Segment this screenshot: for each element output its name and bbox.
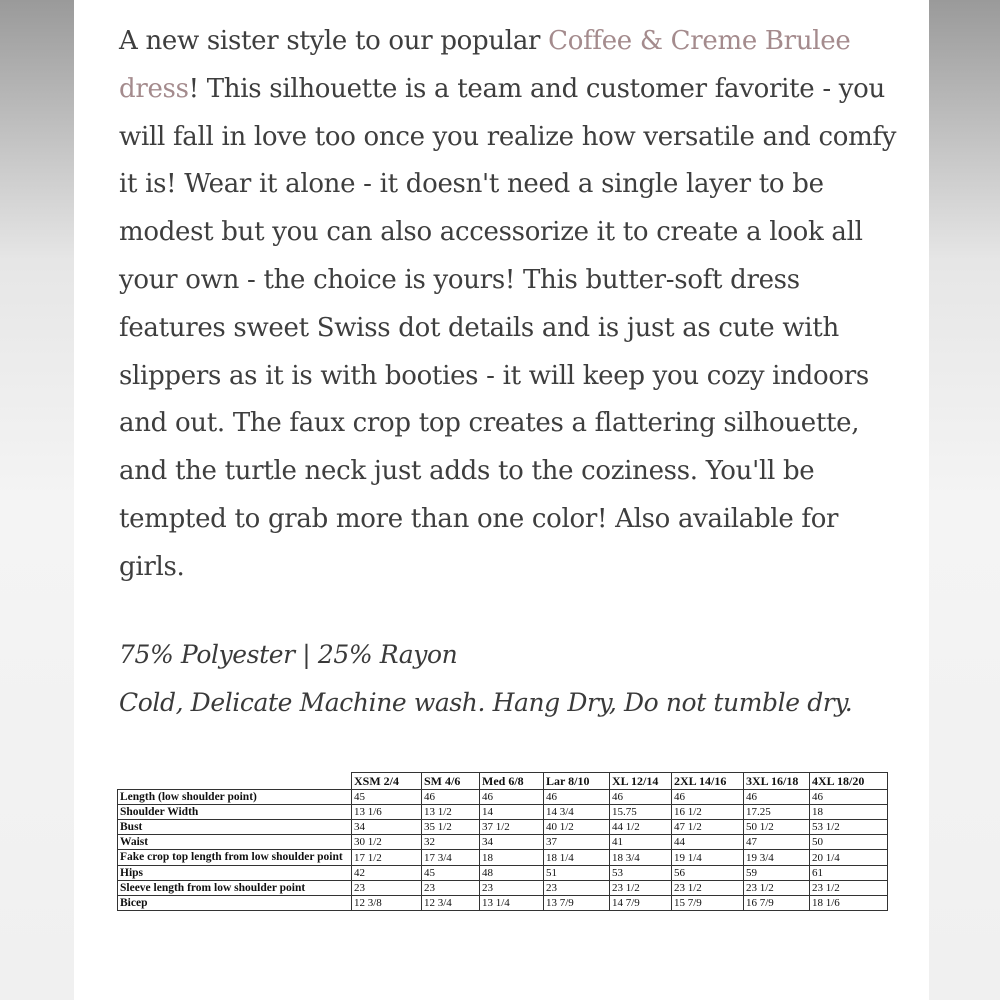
measurement-value: 35 1/2 xyxy=(422,820,480,835)
size-chart-row xyxy=(118,805,888,820)
measurement-label: Bicep xyxy=(118,896,352,911)
measurement-label: Waist xyxy=(118,835,352,850)
product-description-card xyxy=(74,0,929,1000)
measurement-value: 61 xyxy=(810,866,888,881)
measurement-value: 23 xyxy=(352,881,422,896)
material-composition: 75% Polyester | 25% Rayon xyxy=(119,640,458,669)
measurement-value: 20 1/4 xyxy=(810,850,888,866)
measurement-value: 34 xyxy=(480,835,544,850)
measurement-value: 23 xyxy=(480,881,544,896)
measurement-value: 50 xyxy=(810,835,888,850)
measurement-value: 44 1/2 xyxy=(610,820,672,835)
measurement-value: 34 xyxy=(352,820,422,835)
measurement-value: 23 xyxy=(422,881,480,896)
measurement-label: Bust xyxy=(118,820,352,835)
size-chart-row xyxy=(118,820,888,835)
care-instructions: Cold, Delicate Machine wash. Hang Dry, Do not tumble dry. xyxy=(119,688,853,717)
size-chart-row xyxy=(118,790,888,805)
measurement-value: 53 1/2 xyxy=(810,820,888,835)
measurement-value: 12 3/8 xyxy=(352,896,422,911)
measurement-value: 15 7/9 xyxy=(672,896,744,911)
product-description xyxy=(119,18,909,592)
coffee-creme-brulee-dress-link[interactable]: Coffee & Creme Brulee dress xyxy=(119,26,851,104)
measurement-value: 23 1/2 xyxy=(672,881,744,896)
size-chart-row xyxy=(118,896,888,911)
measurement-value: 14 3/4 xyxy=(544,805,610,820)
size-column-header: SM 4/6 xyxy=(422,773,480,790)
size-column-header: Med 6/8 xyxy=(480,773,544,790)
measurement-value: 17 3/4 xyxy=(422,850,480,866)
size-column-header: 3XL 16/18 xyxy=(744,773,810,790)
measurement-value: 14 7/9 xyxy=(610,896,672,911)
measurement-value: 18 xyxy=(480,850,544,866)
size-chart-row xyxy=(118,835,888,850)
measurement-value: 13 1/6 xyxy=(352,805,422,820)
description-intro: A new sister style to our popular xyxy=(119,26,549,56)
measurement-value: 18 1/6 xyxy=(810,896,888,911)
measurement-value: 42 xyxy=(352,866,422,881)
size-chart-header-row xyxy=(118,773,888,790)
measurement-value: 17.25 xyxy=(744,805,810,820)
size-column-header: 4XL 18/20 xyxy=(810,773,888,790)
measurement-value: 47 xyxy=(744,835,810,850)
measurement-value: 46 xyxy=(480,790,544,805)
size-chart-corner xyxy=(118,773,352,790)
measurement-label: Length (low shoulder point) xyxy=(118,790,352,805)
size-chart-table xyxy=(117,772,888,911)
measurement-value: 17 1/2 xyxy=(352,850,422,866)
measurement-value: 18 3/4 xyxy=(610,850,672,866)
measurement-value: 13 1/4 xyxy=(480,896,544,911)
measurement-value: 13 7/9 xyxy=(544,896,610,911)
measurement-value: 23 xyxy=(544,881,610,896)
size-column-header: 2XL 14/16 xyxy=(672,773,744,790)
size-column-header: XSM 2/4 xyxy=(352,773,422,790)
measurement-value: 59 xyxy=(744,866,810,881)
measurement-label: Shoulder Width xyxy=(118,805,352,820)
measurement-value: 46 xyxy=(610,790,672,805)
size-column-header: Lar 8/10 xyxy=(544,773,610,790)
measurement-value: 19 3/4 xyxy=(744,850,810,866)
measurement-value: 46 xyxy=(810,790,888,805)
measurement-value: 16 1/2 xyxy=(672,805,744,820)
measurement-label: Fake crop top length from low shoulder point xyxy=(118,850,352,866)
measurement-value: 46 xyxy=(544,790,610,805)
measurement-value: 51 xyxy=(544,866,610,881)
size-column-header: XL 12/14 xyxy=(610,773,672,790)
measurement-value: 23 1/2 xyxy=(744,881,810,896)
measurement-value: 12 3/4 xyxy=(422,896,480,911)
measurement-value: 19 1/4 xyxy=(672,850,744,866)
measurement-value: 18 xyxy=(810,805,888,820)
measurement-value: 23 1/2 xyxy=(610,881,672,896)
measurement-value: 18 1/4 xyxy=(544,850,610,866)
size-chart-row xyxy=(118,866,888,881)
measurement-value: 46 xyxy=(672,790,744,805)
description-body: ! This silhouette is a team and customer favorite - you will fall in love too once you realize how versatile and comfy it is! Wear it alone - it doesn't need a single layer to be modest but you can also accessorize it to create a look all your own - the choice is yours! This butter-soft dress features sweet Swiss dot details and is just as cute with slippers as it is with booties - it will keep you cozy indoors and out. The faux crop top creates a flattering silhouette, and the turtle neck just adds to the coziness. You'll be tempted to grab more than one color! Also available for girls. xyxy=(119,73,897,582)
measurement-value: 47 1/2 xyxy=(672,820,744,835)
measurement-value: 40 1/2 xyxy=(544,820,610,835)
measurement-value: 37 1/2 xyxy=(480,820,544,835)
measurement-value: 23 1/2 xyxy=(810,881,888,896)
measurement-value: 15.75 xyxy=(610,805,672,820)
measurement-value: 48 xyxy=(480,866,544,881)
measurement-value: 45 xyxy=(422,866,480,881)
measurement-value: 32 xyxy=(422,835,480,850)
measurement-value: 41 xyxy=(610,835,672,850)
measurement-value: 14 xyxy=(480,805,544,820)
size-chart-body xyxy=(118,790,888,911)
measurement-value: 30 1/2 xyxy=(352,835,422,850)
measurement-label: Sleeve length from low shoulder point xyxy=(118,881,352,896)
measurement-value: 56 xyxy=(672,866,744,881)
measurement-value: 46 xyxy=(422,790,480,805)
measurement-label: Hips xyxy=(118,866,352,881)
size-chart-row xyxy=(118,850,888,866)
measurement-value: 44 xyxy=(672,835,744,850)
size-chart-row xyxy=(118,881,888,896)
measurement-value: 50 1/2 xyxy=(744,820,810,835)
measurement-value: 37 xyxy=(544,835,610,850)
measurement-value: 45 xyxy=(352,790,422,805)
measurement-value: 53 xyxy=(610,866,672,881)
measurement-value: 46 xyxy=(744,790,810,805)
measurement-value: 16 7/9 xyxy=(744,896,810,911)
measurement-value: 13 1/2 xyxy=(422,805,480,820)
